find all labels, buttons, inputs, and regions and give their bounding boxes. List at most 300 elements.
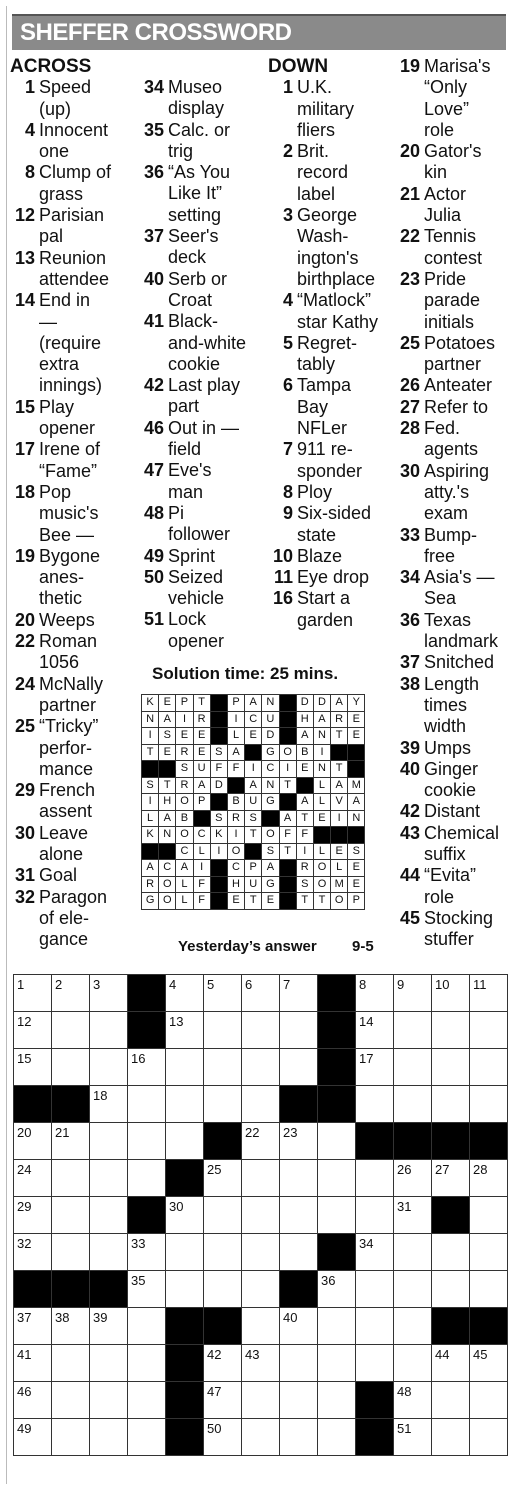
grid-cell[interactable] bbox=[394, 1271, 432, 1308]
clue-text: Paragon of ele- gance bbox=[39, 886, 108, 950]
grid-cell[interactable] bbox=[242, 1271, 280, 1308]
grid-cell[interactable] bbox=[280, 1012, 318, 1049]
grid-cell[interactable] bbox=[394, 1382, 432, 1419]
solution-cell: L bbox=[331, 860, 348, 877]
grid-cell[interactable] bbox=[432, 1345, 470, 1382]
grid-cell[interactable] bbox=[90, 1012, 128, 1049]
grid-cell[interactable] bbox=[356, 1012, 394, 1049]
solution-black-square bbox=[348, 744, 365, 761]
across-clue-19 bbox=[10, 546, 135, 610]
grid-cell[interactable] bbox=[394, 1049, 432, 1086]
cell-number: 28 bbox=[473, 1162, 488, 1177]
clue-text: Roman 1056 bbox=[39, 631, 98, 673]
solution-row bbox=[142, 761, 365, 778]
grid-cell[interactable] bbox=[128, 1086, 166, 1123]
black-square bbox=[52, 1271, 90, 1308]
grid-cell[interactable] bbox=[166, 1197, 204, 1234]
down-clue-19 bbox=[395, 56, 520, 141]
grid-cell[interactable] bbox=[356, 1308, 394, 1345]
solution-cell: C bbox=[176, 843, 193, 860]
grid-cell[interactable] bbox=[356, 975, 394, 1012]
grid-cell[interactable] bbox=[242, 1345, 280, 1382]
grid-cell[interactable] bbox=[280, 1419, 318, 1456]
across-clue-18 bbox=[10, 482, 135, 546]
solution-cell: I bbox=[313, 744, 330, 761]
clue-number: 46 bbox=[143, 417, 164, 438]
grid-cell[interactable] bbox=[470, 1345, 508, 1382]
grid-cell[interactable] bbox=[14, 1012, 52, 1049]
grid-cell[interactable] bbox=[394, 1308, 432, 1345]
clue-number: 42 bbox=[399, 801, 420, 822]
down-clue-28 bbox=[395, 418, 520, 461]
clue-text: Eve's man bbox=[168, 460, 212, 502]
grid-cell[interactable] bbox=[204, 1382, 242, 1419]
cell-number: 11 bbox=[473, 977, 487, 992]
grid-cell[interactable] bbox=[318, 1197, 356, 1234]
solution-black-square bbox=[142, 843, 159, 860]
grid-cell[interactable] bbox=[432, 1049, 470, 1086]
grid-cell[interactable] bbox=[470, 1012, 508, 1049]
clue-text: Irene of “Fame” bbox=[39, 439, 101, 481]
solution-black-square bbox=[279, 860, 296, 877]
cell-number: 38 bbox=[55, 1310, 70, 1325]
solution-cell: E bbox=[348, 876, 365, 893]
across-clue-34 bbox=[139, 77, 267, 120]
down-clue-16 bbox=[268, 588, 394, 631]
clue-number: 20 bbox=[14, 609, 35, 630]
grid-cell[interactable] bbox=[242, 1123, 280, 1160]
down-clue-10 bbox=[268, 546, 394, 567]
clue-number: 1 bbox=[24, 77, 35, 98]
solution-cell: D bbox=[296, 695, 313, 712]
clue-number: 19 bbox=[14, 545, 35, 566]
grid-cell[interactable] bbox=[52, 1308, 90, 1345]
grid-cell[interactable] bbox=[470, 1160, 508, 1197]
across-clue-36 bbox=[139, 162, 267, 226]
cell-number: 29 bbox=[17, 1199, 32, 1214]
grid-cell[interactable] bbox=[128, 1049, 166, 1086]
cell-number: 36 bbox=[321, 1273, 336, 1288]
grid-cell[interactable] bbox=[470, 1419, 508, 1456]
solution-cell: T bbox=[313, 893, 330, 910]
down-clue-43 bbox=[395, 823, 520, 866]
solution-cell: O bbox=[313, 860, 330, 877]
grid-cell[interactable] bbox=[470, 975, 508, 1012]
solution-cell: E bbox=[176, 728, 193, 745]
black-square bbox=[52, 1086, 90, 1123]
grid-cell[interactable] bbox=[14, 1345, 52, 1382]
solution-cell: O bbox=[331, 893, 348, 910]
clue-text: Gator's kin bbox=[424, 141, 482, 183]
across-clue-20 bbox=[10, 610, 135, 631]
grid-cell[interactable] bbox=[242, 1382, 280, 1419]
solution-cell: A bbox=[245, 777, 262, 794]
grid-cell[interactable] bbox=[318, 1419, 356, 1456]
grid-cell[interactable] bbox=[90, 1308, 128, 1345]
grid-cell[interactable] bbox=[128, 1234, 166, 1271]
grid-cell[interactable] bbox=[280, 1160, 318, 1197]
grid-cell[interactable] bbox=[90, 1197, 128, 1234]
grid-cell[interactable] bbox=[14, 1308, 52, 1345]
solution-cell: E bbox=[193, 744, 210, 761]
grid-cell[interactable] bbox=[90, 1419, 128, 1456]
clue-number: 31 bbox=[14, 865, 35, 886]
solution-cell: T bbox=[142, 744, 159, 761]
cell-number: 13 bbox=[169, 1014, 184, 1029]
clue-number: 20 bbox=[399, 141, 420, 162]
grid-row bbox=[14, 1382, 508, 1419]
solution-row bbox=[142, 744, 365, 761]
clue-text: Reunion attendee bbox=[39, 247, 110, 289]
grid-cell[interactable] bbox=[242, 975, 280, 1012]
clue-text: Chemical suffix bbox=[424, 822, 500, 864]
grid-cell[interactable] bbox=[242, 1012, 280, 1049]
grid-cell[interactable] bbox=[280, 1123, 318, 1160]
solution-black-square bbox=[245, 843, 262, 860]
solution-cell: E bbox=[313, 810, 330, 827]
solution-cell: E bbox=[262, 893, 279, 910]
grid-cell[interactable] bbox=[280, 1345, 318, 1382]
grid-cell[interactable] bbox=[432, 1086, 470, 1123]
grid-cell[interactable] bbox=[128, 1382, 166, 1419]
grid-cell[interactable] bbox=[14, 1197, 52, 1234]
clue-text: Length times width bbox=[424, 673, 480, 737]
grid-cell[interactable] bbox=[356, 1049, 394, 1086]
solution-cell: N bbox=[159, 827, 176, 844]
solution-cell: S bbox=[159, 728, 176, 745]
grid-cell[interactable] bbox=[14, 1049, 52, 1086]
solution-cell: G bbox=[262, 744, 279, 761]
grid-cell[interactable] bbox=[128, 1123, 166, 1160]
grid-cell[interactable] bbox=[318, 1382, 356, 1419]
cell-number: 4 bbox=[169, 977, 177, 992]
grid-cell[interactable] bbox=[52, 1419, 90, 1456]
solution-cell: A bbox=[296, 794, 313, 811]
down-clue-40 bbox=[395, 759, 520, 802]
grid-cell[interactable] bbox=[128, 1345, 166, 1382]
grid-cell[interactable] bbox=[166, 975, 204, 1012]
grid-cell[interactable] bbox=[166, 1234, 204, 1271]
solution-cell: G bbox=[262, 876, 279, 893]
grid-cell[interactable] bbox=[90, 1345, 128, 1382]
grid-cell[interactable] bbox=[90, 1160, 128, 1197]
grid-cell[interactable] bbox=[356, 1160, 394, 1197]
clue-number: 48 bbox=[143, 502, 164, 523]
grid-cell[interactable] bbox=[280, 1382, 318, 1419]
grid-cell[interactable] bbox=[204, 1419, 242, 1456]
solution-cell: F bbox=[227, 761, 244, 778]
grid-cell[interactable] bbox=[128, 1271, 166, 1308]
clue-number: 45 bbox=[399, 907, 420, 928]
grid-cell[interactable] bbox=[204, 1049, 242, 1086]
cell-number: 3 bbox=[93, 977, 101, 992]
down-clue-3 bbox=[268, 205, 394, 290]
grid-cell[interactable] bbox=[242, 1234, 280, 1271]
grid-cell[interactable] bbox=[470, 1086, 508, 1123]
grid-cell[interactable] bbox=[52, 1049, 90, 1086]
grid-cell[interactable] bbox=[204, 1160, 242, 1197]
grid-cell[interactable] bbox=[280, 1197, 318, 1234]
solution-cell: T bbox=[331, 761, 348, 778]
grid-cell[interactable] bbox=[52, 975, 90, 1012]
grid-cell[interactable] bbox=[356, 1271, 394, 1308]
grid-cell[interactable] bbox=[356, 1234, 394, 1271]
clue-text: Distant bbox=[424, 801, 481, 822]
grid-cell[interactable] bbox=[394, 1086, 432, 1123]
solution-cell: A bbox=[262, 860, 279, 877]
grid-cell[interactable] bbox=[52, 1160, 90, 1197]
grid-cell[interactable] bbox=[394, 1197, 432, 1234]
grid-cell[interactable] bbox=[14, 1382, 52, 1419]
grid-cell[interactable] bbox=[128, 1308, 166, 1345]
grid-cell[interactable] bbox=[90, 1234, 128, 1271]
down-clue-23 bbox=[395, 269, 520, 333]
grid-cell[interactable] bbox=[204, 1197, 242, 1234]
grid-cell[interactable] bbox=[318, 1123, 356, 1160]
solution-cell: E bbox=[348, 728, 365, 745]
grid-cell[interactable] bbox=[128, 1419, 166, 1456]
grid-cell[interactable] bbox=[204, 1086, 242, 1123]
solution-cell: B bbox=[227, 794, 244, 811]
grid-cell[interactable] bbox=[356, 1345, 394, 1382]
grid-cell[interactable] bbox=[52, 1197, 90, 1234]
grid-cell[interactable] bbox=[204, 1012, 242, 1049]
solution-cell: A bbox=[296, 728, 313, 745]
grid-cell[interactable] bbox=[90, 975, 128, 1012]
clue-number: 18 bbox=[14, 481, 35, 502]
solution-cell: P bbox=[193, 794, 210, 811]
grid-cell[interactable] bbox=[432, 1160, 470, 1197]
grid-cell[interactable] bbox=[470, 1197, 508, 1234]
grid-cell[interactable] bbox=[166, 1049, 204, 1086]
solution-row bbox=[142, 876, 365, 893]
grid-cell[interactable] bbox=[432, 1234, 470, 1271]
clue-text: Tampa Bay NFLer bbox=[297, 375, 352, 439]
down-clue-25 bbox=[395, 333, 520, 376]
grid-cell[interactable] bbox=[394, 1345, 432, 1382]
solution-cell: S bbox=[296, 876, 313, 893]
clue-number: 35 bbox=[143, 119, 164, 140]
solution-cell: R bbox=[296, 860, 313, 877]
clue-number: 24 bbox=[14, 673, 35, 694]
across-clue-14 bbox=[10, 290, 135, 396]
clue-number: 27 bbox=[399, 396, 420, 417]
cell-number: 21 bbox=[55, 1125, 70, 1140]
clue-text: Clump of grass bbox=[39, 162, 112, 204]
grid-cell[interactable] bbox=[432, 1382, 470, 1419]
grid-cell[interactable] bbox=[166, 1012, 204, 1049]
grid-cell[interactable] bbox=[52, 1382, 90, 1419]
down-clue-7 bbox=[268, 439, 394, 482]
solution-cell: A bbox=[142, 860, 159, 877]
grid-cell[interactable] bbox=[470, 1382, 508, 1419]
solution-cell: V bbox=[331, 794, 348, 811]
solution-row bbox=[142, 860, 365, 877]
solution-cell: A bbox=[159, 810, 176, 827]
grid-cell[interactable] bbox=[204, 1234, 242, 1271]
clue-number: 26 bbox=[399, 375, 420, 396]
grid-cell[interactable] bbox=[432, 1271, 470, 1308]
grid-row bbox=[14, 1234, 508, 1271]
across-clue-29 bbox=[10, 780, 135, 823]
grid-cell[interactable] bbox=[356, 1197, 394, 1234]
grid-cell[interactable] bbox=[166, 1086, 204, 1123]
grid-cell[interactable] bbox=[242, 1419, 280, 1456]
solution-cell: N bbox=[348, 810, 365, 827]
grid-cell[interactable] bbox=[394, 975, 432, 1012]
grid-cell[interactable] bbox=[280, 1049, 318, 1086]
solution-cell: F bbox=[193, 893, 210, 910]
solution-cell: A bbox=[227, 744, 244, 761]
solution-cell: N bbox=[313, 761, 330, 778]
grid-cell[interactable] bbox=[52, 1012, 90, 1049]
solution-black-square bbox=[296, 777, 313, 794]
clue-text: “Evita” role bbox=[424, 865, 477, 907]
grid-cell[interactable] bbox=[14, 975, 52, 1012]
grid-cell[interactable] bbox=[90, 1382, 128, 1419]
solution-black-square bbox=[279, 876, 296, 893]
solution-black-square bbox=[262, 810, 279, 827]
clue-number: 49 bbox=[143, 545, 164, 566]
grid-cell[interactable] bbox=[52, 1345, 90, 1382]
solution-cell: I bbox=[296, 843, 313, 860]
across-clue-50 bbox=[139, 567, 267, 610]
grid-cell[interactable] bbox=[318, 1271, 356, 1308]
grid-cell[interactable] bbox=[242, 1197, 280, 1234]
grid-cell[interactable] bbox=[14, 1160, 52, 1197]
cell-number: 8 bbox=[359, 977, 367, 992]
across-clue-40 bbox=[139, 269, 267, 312]
black-square bbox=[204, 1308, 242, 1345]
solution-row bbox=[142, 843, 365, 860]
clue-number: 36 bbox=[399, 609, 420, 630]
across-clue-47 bbox=[139, 460, 267, 503]
solution-cell: L bbox=[227, 728, 244, 745]
grid-cell[interactable] bbox=[280, 975, 318, 1012]
down-clue-33 bbox=[395, 525, 520, 568]
grid-row bbox=[14, 1419, 508, 1456]
cell-number: 46 bbox=[17, 1384, 32, 1399]
clue-number: 47 bbox=[143, 460, 164, 481]
clue-text: “As You Like It” setting bbox=[168, 162, 231, 225]
grid-cell[interactable] bbox=[394, 1012, 432, 1049]
grid-cell[interactable] bbox=[204, 1345, 242, 1382]
solution-cell: T bbox=[279, 777, 296, 794]
black-square bbox=[318, 1086, 356, 1123]
clue-number: 36 bbox=[143, 162, 164, 183]
grid-cell[interactable] bbox=[318, 1160, 356, 1197]
clue-text: Tennis contest bbox=[424, 226, 483, 268]
across-clue-24 bbox=[10, 674, 135, 717]
solution-cell: A bbox=[331, 695, 348, 712]
clue-number: 44 bbox=[399, 865, 420, 886]
clue-text: U.K. military fliers bbox=[297, 77, 354, 140]
black-square bbox=[14, 1271, 52, 1308]
grid-cell[interactable] bbox=[432, 1012, 470, 1049]
grid-cell[interactable] bbox=[242, 1086, 280, 1123]
grid-cell[interactable] bbox=[204, 975, 242, 1012]
cell-number: 43 bbox=[245, 1347, 260, 1362]
grid-cell[interactable] bbox=[432, 1419, 470, 1456]
black-square bbox=[432, 1123, 470, 1160]
cell-number: 1 bbox=[17, 977, 25, 992]
grid-cell[interactable] bbox=[242, 1049, 280, 1086]
clue-text: 911 re- sponder bbox=[297, 439, 363, 481]
solution-cell: E bbox=[193, 728, 210, 745]
answer-date: 9-5 bbox=[352, 938, 374, 955]
grid-cell[interactable] bbox=[394, 1234, 432, 1271]
across-clue-46 bbox=[139, 418, 267, 461]
grid-cell[interactable] bbox=[128, 1160, 166, 1197]
down-clue-9 bbox=[268, 503, 394, 546]
cell-number: 16 bbox=[131, 1051, 146, 1066]
solution-cell: A bbox=[313, 711, 330, 728]
grid-row bbox=[14, 1308, 508, 1345]
cell-number: 7 bbox=[283, 977, 291, 992]
down-clue-11 bbox=[268, 567, 394, 588]
grid-cell[interactable] bbox=[470, 1271, 508, 1308]
grid-cell[interactable] bbox=[470, 1049, 508, 1086]
cell-number: 24 bbox=[17, 1162, 32, 1177]
cell-number: 15 bbox=[17, 1051, 32, 1066]
solution-cell: S bbox=[262, 843, 279, 860]
grid-cell[interactable] bbox=[90, 1086, 128, 1123]
clue-text: Pi follower bbox=[168, 502, 231, 545]
grid-cell[interactable] bbox=[166, 1271, 204, 1308]
grid-cell[interactable] bbox=[318, 1345, 356, 1382]
cell-number: 9 bbox=[397, 977, 405, 992]
solution-black-square bbox=[142, 761, 159, 778]
grid-cell[interactable] bbox=[242, 1160, 280, 1197]
clue-number: 34 bbox=[399, 567, 420, 588]
grid-cell[interactable] bbox=[52, 1234, 90, 1271]
grid-cell[interactable] bbox=[280, 1234, 318, 1271]
grid-cell[interactable] bbox=[90, 1123, 128, 1160]
solution-cell: S bbox=[348, 843, 365, 860]
clue-number: 22 bbox=[14, 631, 35, 652]
across-clue-48 bbox=[139, 503, 267, 546]
grid-cell[interactable] bbox=[52, 1123, 90, 1160]
grid-cell[interactable] bbox=[280, 1308, 318, 1345]
grid-cell[interactable] bbox=[394, 1419, 432, 1456]
solution-black-square bbox=[313, 827, 330, 844]
solution-cell: H bbox=[296, 711, 313, 728]
grid-cell[interactable] bbox=[204, 1271, 242, 1308]
clue-text: Serb or Croat bbox=[168, 268, 228, 310]
clue-number: 4 bbox=[24, 119, 35, 140]
clue-text: Brit. record label bbox=[297, 141, 349, 204]
across-clue-42 bbox=[139, 375, 267, 418]
clue-number: 37 bbox=[399, 652, 420, 673]
clue-text: Seized vehicle bbox=[168, 566, 225, 609]
grid-cell[interactable] bbox=[394, 1160, 432, 1197]
grid-cell[interactable] bbox=[14, 1123, 52, 1160]
black-square bbox=[280, 1086, 318, 1123]
clue-number: 8 bbox=[282, 481, 293, 502]
grid-cell[interactable] bbox=[242, 1308, 280, 1345]
grid-cell[interactable] bbox=[166, 1123, 204, 1160]
grid-cell[interactable] bbox=[356, 1086, 394, 1123]
clue-number: 40 bbox=[143, 268, 164, 289]
grid-cell[interactable] bbox=[432, 975, 470, 1012]
grid-cell[interactable] bbox=[90, 1049, 128, 1086]
across-heading: ACROSS bbox=[10, 56, 92, 77]
grid-cell[interactable] bbox=[14, 1234, 52, 1271]
grid-cell[interactable] bbox=[318, 1308, 356, 1345]
grid-cell[interactable] bbox=[14, 1419, 52, 1456]
grid-cell[interactable] bbox=[470, 1234, 508, 1271]
clue-number: 4 bbox=[282, 290, 293, 311]
